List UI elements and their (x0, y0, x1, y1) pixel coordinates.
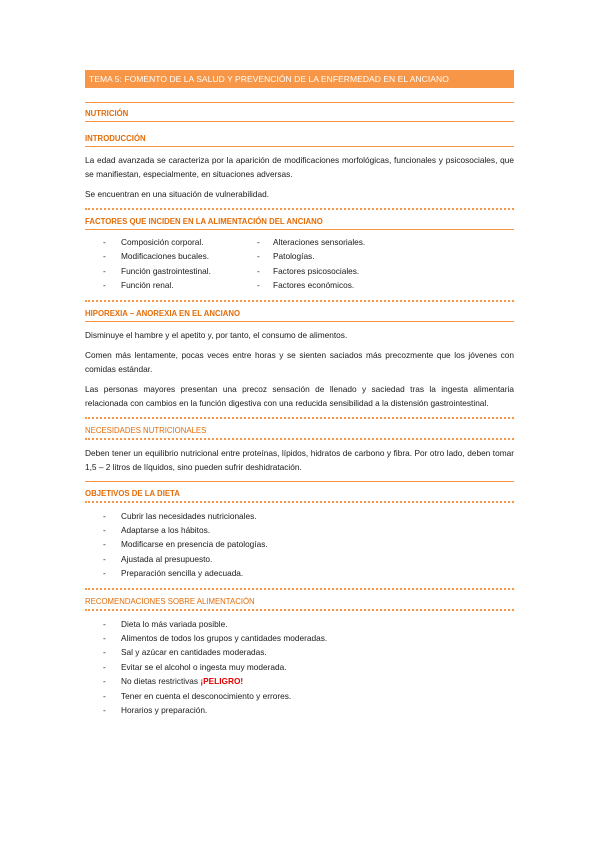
paragraph-hiporexia-3: Las personas mayores presentan una precoz sensación de llenado y saciedad tras la ingesta alimentaria relacionada con cambios en la función digestiva con una reducida sensibilidad a la distensión gastrointestinal. (85, 383, 514, 408)
heading-recomendaciones: RECOMENDACIONES SOBRE ALIMENTACIÓN (85, 588, 514, 611)
list-item: - Alimentos de todos los grupos y cantidades moderadas. (85, 631, 514, 645)
list-item: - Función gastrointestinal. (85, 264, 255, 278)
paragraph-hiporexia-2: Comen más lentamente, pocas veces entre horas y se sienten saciados más precozmente que los jóvenes con comidas estándar. (85, 349, 514, 374)
list-item: - Función renal. (85, 278, 255, 292)
heading-nutricion: NUTRICIÓN (85, 102, 514, 122)
list-item: - Factores económicos. (255, 278, 365, 292)
list-item: - Patologías. (255, 249, 365, 263)
list-item: - Horarios y preparación. (85, 703, 514, 717)
list-item: - Modificaciones bucales. (85, 249, 255, 263)
list-item: - Ajustada al presupuesto. (85, 552, 514, 566)
document-title: TEMA 5: FOMENTO DE LA SALUD Y PREVENCIÓN DE LA ENFERMEDAD EN EL ANCIANO (85, 70, 514, 88)
paragraph-necesidades: Deben tener un equilibrio nutricional entre proteínas, lípidos, hidratos de carbono y fibra. Por otro lado, deben tomar 1,5 – 2 litros de líquidos, sino pueden sufrir deshidratación. (85, 447, 514, 472)
list-item: - Adaptarse a los hábitos. (85, 523, 514, 537)
danger-warning: ¡PELIGRO! (200, 676, 244, 687)
list-item: - Alteraciones sensoriales. (255, 235, 365, 249)
list-item: - Preparación sencilla y adecuada. (85, 566, 514, 580)
paragraph-hiporexia-1: Disminuye el hambre y el apetito y, por tanto, el consumo de alimentos. (85, 329, 348, 340)
heading-introduccion: INTRODUCCIÓN (85, 134, 514, 147)
list-item: - Tener en cuenta el desconocimiento y errores. (85, 689, 514, 703)
factores-list-left (85, 235, 255, 293)
list-item: - Composición corporal. (85, 235, 255, 249)
danger-prefix: No dietas restrictivas (121, 676, 201, 687)
factores-columns (85, 235, 514, 293)
heading-objetivos: OBJETIVOS DE LA DIETA (85, 481, 514, 503)
paragraph-intro-1: La edad avanzada se caracteriza por la aparición de modificaciones morfológicas, funcionales y psicosociales, que se manifiestan, especialmente, en situaciones adversas. (85, 155, 514, 179)
factores-list-right (255, 235, 365, 293)
paragraph-intro-2: Se encuentran en una situación de vulnerabilidad. (85, 189, 270, 199)
list-item-danger (85, 674, 514, 688)
heading-factores: FACTORES QUE INCIDEN EN LA ALIMENTACIÓN DEL ANCIANO (85, 208, 514, 230)
list-item: - Sal y azúcar en cantidades moderadas. (85, 645, 514, 659)
list-item: - Cubrir las necesidades nutricionales. (85, 509, 514, 523)
recomendaciones-list (85, 617, 514, 718)
list-item: - Modificarse en presencia de patologías. (85, 537, 514, 551)
heading-hiporexia: HIPOREXIA – ANOREXIA EN EL ANCIANO (85, 300, 514, 322)
objetivos-list (85, 509, 514, 581)
heading-necesidades: NECESIDADES NUTRICIONALES (85, 417, 514, 440)
document-page (85, 70, 514, 718)
list-item: - Dieta lo más variada posible. (85, 617, 514, 631)
list-item: - Evitar se el alcohol o ingesta muy moderada. (85, 660, 514, 674)
list-item: - Factores psicosociales. (255, 264, 365, 278)
